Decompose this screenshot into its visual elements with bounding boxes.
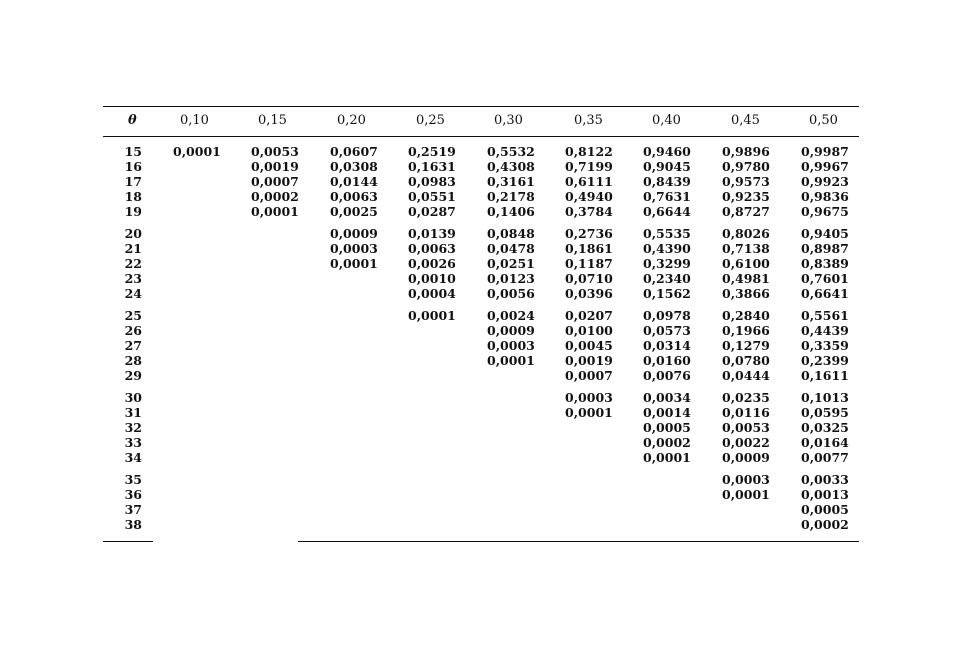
table-cell: 0,9923 (801, 174, 849, 189)
header-p-0-50: 0,50 (809, 113, 838, 128)
table-cell: 0,4940 (565, 189, 613, 204)
header-p-0-40: 0,40 (652, 113, 681, 128)
table-cell: 0,9967 (801, 159, 849, 174)
theta-value: 38 (124, 517, 142, 532)
table-cell: 0,0573 (643, 323, 691, 338)
table-cell: 0,0019 (251, 159, 299, 174)
header-p-0-20: 0,20 (337, 113, 366, 128)
table-cell: 0,0001 (173, 144, 221, 159)
table-cell: 0,9460 (643, 144, 691, 159)
theta-value: 19 (124, 204, 142, 219)
table-cell: 0,0001 (487, 353, 535, 368)
header-p-0-45: 0,45 (731, 113, 760, 128)
theta-value: 33 (124, 435, 142, 450)
table-cell: 0,0007 (565, 368, 613, 383)
theta-value: 37 (124, 502, 142, 517)
table-bottom-rule-left (103, 541, 153, 542)
theta-value: 35 (124, 472, 142, 487)
value-column-0-25 (408, 144, 456, 323)
table-cell: 0,0004 (408, 286, 456, 301)
theta-value: 21 (124, 241, 142, 256)
table-bottom-rule-right (298, 541, 859, 542)
table-cell: 0,0595 (801, 405, 849, 420)
theta-value: 25 (124, 308, 142, 323)
theta-value: 29 (124, 368, 142, 383)
theta-value: 17 (124, 174, 142, 189)
table-cell: 0,9405 (801, 226, 849, 241)
table-cell: 0,1279 (722, 338, 770, 353)
table-cell: 0,0139 (408, 226, 456, 241)
table-cell: 0,0002 (801, 517, 849, 532)
table-cell: 0,2399 (801, 353, 849, 368)
table-cell: 0,0007 (251, 174, 299, 189)
value-column-0-35 (565, 144, 613, 420)
table-cell: 0,0003 (722, 472, 770, 487)
theta-value: 28 (124, 353, 142, 368)
table-cell: 0,0396 (565, 286, 613, 301)
table-cell: 0,7631 (643, 189, 691, 204)
table-cell: 0,0076 (643, 368, 691, 383)
table-cell: 0,8439 (643, 174, 691, 189)
table-cell: 0,0053 (251, 144, 299, 159)
table-cell: 0,0025 (330, 204, 378, 219)
table-cell: 0,9235 (722, 189, 770, 204)
table-cell: 0,0848 (487, 226, 535, 241)
table-cell: 0,0009 (487, 323, 535, 338)
table-cell: 0,1861 (565, 241, 613, 256)
table-cell: 0,0003 (565, 390, 613, 405)
theta-value: 18 (124, 189, 142, 204)
table-cell: 0,6641 (801, 286, 849, 301)
table-cell: 0,0001 (251, 204, 299, 219)
table-cell: 0,0003 (487, 338, 535, 353)
table-cell: 0,1013 (801, 390, 849, 405)
theta-value: 22 (124, 256, 142, 271)
value-column-0-50 (801, 144, 849, 532)
table-cell: 0,9896 (722, 144, 770, 159)
table-cell: 0,3359 (801, 338, 849, 353)
table-cell: 0,6100 (722, 256, 770, 271)
theta-value: 27 (124, 338, 142, 353)
table-cell: 0,0053 (722, 420, 770, 435)
header-p-0-30: 0,30 (494, 113, 523, 128)
table-cell: 0,0063 (408, 241, 456, 256)
table-cell: 0,6644 (643, 204, 691, 219)
value-column-0-45 (722, 144, 770, 502)
table-cell: 0,0116 (722, 405, 770, 420)
table-cell: 0,8727 (722, 204, 770, 219)
table-cell: 0,9836 (801, 189, 849, 204)
table-cell: 0,0001 (330, 256, 378, 271)
table-cell: 0,4308 (487, 159, 535, 174)
table-cell: 0,0002 (251, 189, 299, 204)
table-cell: 0,2519 (408, 144, 456, 159)
table-cell: 0,8987 (801, 241, 849, 256)
table-header-rule (103, 136, 859, 137)
theta-value: 23 (124, 271, 142, 286)
table-cell: 0,8026 (722, 226, 770, 241)
table-cell: 0,4390 (643, 241, 691, 256)
table-cell: 0,9573 (722, 174, 770, 189)
table-cell: 0,2340 (643, 271, 691, 286)
table-cell: 0,0009 (722, 450, 770, 465)
table-cell: 0,0710 (565, 271, 613, 286)
table-cell: 0,2178 (487, 189, 535, 204)
theta-value: 16 (124, 159, 142, 174)
table-cell: 0,0005 (643, 420, 691, 435)
table-cell: 0,0551 (408, 189, 456, 204)
value-column-0-10 (173, 144, 221, 159)
table-cell: 0,7138 (722, 241, 770, 256)
table-cell: 0,0033 (801, 472, 849, 487)
table-cell: 0,0001 (565, 405, 613, 420)
table-cell: 0,0014 (643, 405, 691, 420)
header-p-0-35: 0,35 (574, 113, 603, 128)
table-cell: 0,9987 (801, 144, 849, 159)
header-p-0-25: 0,25 (416, 113, 445, 128)
table-top-rule (103, 106, 859, 107)
table-cell: 0,9780 (722, 159, 770, 174)
table-cell: 0,1966 (722, 323, 770, 338)
theta-value: 30 (124, 390, 142, 405)
table-cell: 0,0045 (565, 338, 613, 353)
theta-value: 26 (124, 323, 142, 338)
header-theta: θ (128, 113, 137, 128)
table-cell: 0,5535 (643, 226, 691, 241)
theta-value: 36 (124, 487, 142, 502)
table-cell: 0,0983 (408, 174, 456, 189)
table-cell: 0,0013 (801, 487, 849, 502)
table-cell: 0,0308 (330, 159, 378, 174)
table-cell: 0,9045 (643, 159, 691, 174)
table-cell: 0,0100 (565, 323, 613, 338)
table-cell: 0,0287 (408, 204, 456, 219)
table-cell: 0,0160 (643, 353, 691, 368)
table-cell: 0,0063 (330, 189, 378, 204)
table-cell: 0,8389 (801, 256, 849, 271)
table-cell: 0,0056 (487, 286, 535, 301)
theta-value: 34 (124, 450, 142, 465)
header-p-0-15: 0,15 (258, 113, 287, 128)
table-cell: 0,3784 (565, 204, 613, 219)
table-cell: 0,0164 (801, 435, 849, 450)
table-cell: 0,3161 (487, 174, 535, 189)
table-cell: 0,5561 (801, 308, 849, 323)
table-cell: 0,7199 (565, 159, 613, 174)
table-cell: 0,4439 (801, 323, 849, 338)
table-cell: 0,8122 (565, 144, 613, 159)
theta-column (112, 144, 142, 532)
table-cell: 0,1611 (801, 368, 849, 383)
table-cell: 0,0001 (722, 487, 770, 502)
theta-value: 24 (124, 286, 142, 301)
table-cell: 0,0978 (643, 308, 691, 323)
theta-value: 31 (124, 405, 142, 420)
table-cell: 0,1406 (487, 204, 535, 219)
table-cell: 0,0034 (643, 390, 691, 405)
table-cell: 0,0010 (408, 271, 456, 286)
table-cell: 0,0005 (801, 502, 849, 517)
table-cell: 0,0235 (722, 390, 770, 405)
table-cell: 0,1631 (408, 159, 456, 174)
table-cell: 0,0123 (487, 271, 535, 286)
table-cell: 0,0478 (487, 241, 535, 256)
value-column-0-40 (643, 144, 691, 465)
table-cell: 0,3299 (643, 256, 691, 271)
theta-value: 20 (124, 226, 142, 241)
table-cell: 0,7601 (801, 271, 849, 286)
table-cell: 0,0780 (722, 353, 770, 368)
table-cell: 0,3866 (722, 286, 770, 301)
table-cell: 0,0009 (330, 226, 378, 241)
table-cell: 0,9675 (801, 204, 849, 219)
table-cell: 0,0251 (487, 256, 535, 271)
table-cell: 0,0001 (408, 308, 456, 323)
header-p-0-10: 0,10 (180, 113, 209, 128)
table-cell: 0,4981 (722, 271, 770, 286)
table-cell: 0,0003 (330, 241, 378, 256)
table-cell: 0,1562 (643, 286, 691, 301)
table-cell: 0,2736 (565, 226, 613, 241)
value-column-0-30 (487, 144, 535, 368)
table-cell: 0,0026 (408, 256, 456, 271)
table-cell: 0,0325 (801, 420, 849, 435)
table-cell: 0,0207 (565, 308, 613, 323)
table-cell: 0,2840 (722, 308, 770, 323)
table-cell: 0,0001 (643, 450, 691, 465)
value-column-0-20 (330, 144, 378, 271)
table-cell: 0,0607 (330, 144, 378, 159)
table-cell: 0,6111 (565, 174, 613, 189)
table-cell: 0,1187 (565, 256, 613, 271)
table-cell: 0,0019 (565, 353, 613, 368)
table-cell: 0,0077 (801, 450, 849, 465)
table-cell: 0,0314 (643, 338, 691, 353)
table-cell: 0,0444 (722, 368, 770, 383)
theta-value: 32 (124, 420, 142, 435)
table-cell: 0,0144 (330, 174, 378, 189)
table-cell: 0,0002 (643, 435, 691, 450)
table-cell: 0,0022 (722, 435, 770, 450)
table-cell: 0,5532 (487, 144, 535, 159)
table-cell: 0,0024 (487, 308, 535, 323)
value-column-0-15 (251, 144, 299, 219)
theta-value: 15 (124, 144, 142, 159)
